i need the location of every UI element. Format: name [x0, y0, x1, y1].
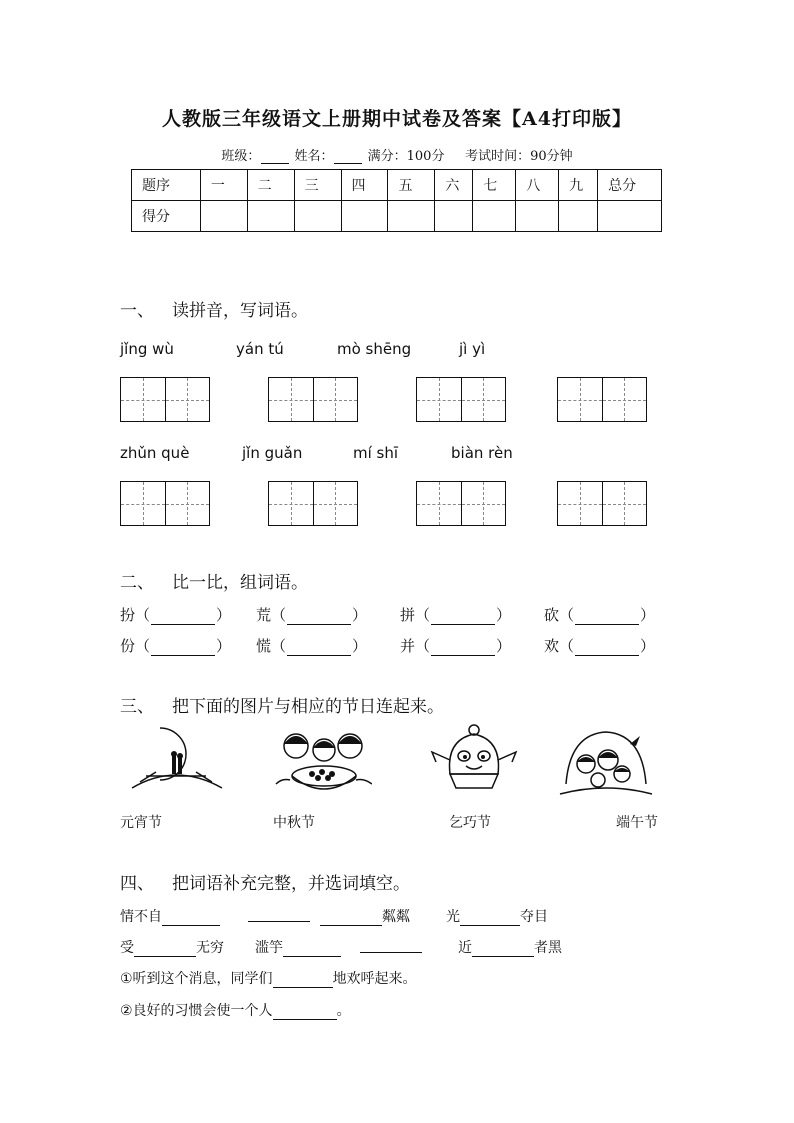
answer-line[interactable] [431, 641, 495, 656]
header-cell: 九 [559, 170, 598, 201]
compare-item: 砍（ ） [544, 606, 656, 624]
fill-blank[interactable] [248, 907, 310, 922]
writing-grid[interactable] [268, 481, 358, 526]
score-cell[interactable] [516, 201, 559, 232]
header-cell: 五 [388, 170, 435, 201]
score-table [131, 169, 662, 232]
header-cell: 总分 [598, 170, 662, 201]
section2-title: 比一比，组词语。 [172, 573, 308, 593]
pinyin: jǐn guǎn [242, 444, 303, 462]
fill-blank[interactable] [472, 942, 534, 957]
answer-line[interactable] [575, 641, 639, 656]
fill-blank[interactable] [273, 973, 333, 988]
section3-heading [120, 692, 444, 717]
class-label: 班级： [221, 149, 261, 164]
idiom-item: 近 者黑 [458, 940, 562, 956]
writing-grid[interactable] [557, 481, 647, 526]
fill-blank[interactable] [283, 942, 341, 957]
section4-number: 四、 [120, 874, 154, 894]
pinyin: yán tú [236, 340, 284, 358]
pinyin: biàn rèn [451, 444, 513, 462]
pinyin: mí shī [353, 444, 399, 462]
writing-grid[interactable] [416, 377, 506, 422]
idiom-item: 情不自 [120, 906, 220, 926]
score-cell[interactable] [435, 201, 473, 232]
family-moon-picture[interactable] [556, 724, 656, 798]
moon-bridge-picture[interactable] [126, 722, 226, 794]
class-blank[interactable] [261, 150, 289, 164]
idiom-item: 受 无穷 [120, 940, 224, 956]
section4-title: 把词语补充完整，并选词填空。 [172, 874, 410, 894]
fill-blank[interactable] [360, 938, 422, 953]
section3-number: 三、 [120, 697, 154, 717]
fill-blank[interactable] [162, 911, 220, 926]
answer-line[interactable] [151, 610, 215, 625]
writing-grid[interactable] [416, 481, 506, 526]
fill-blank[interactable] [134, 942, 196, 957]
section2-heading [120, 568, 308, 593]
header-cell: 二 [247, 170, 294, 201]
answer-line[interactable] [575, 610, 639, 625]
header-cell: 八 [516, 170, 559, 201]
compare-item: 荒（ ） [256, 606, 368, 624]
idiom-item: 光 夺目 [446, 909, 548, 925]
idiom-item: 滥竽 [255, 937, 341, 957]
festival-label[interactable]: 中秋节 [273, 815, 315, 831]
idiom-item [248, 906, 310, 922]
answer-line[interactable] [287, 610, 351, 625]
score-row [132, 201, 662, 232]
section1-heading [120, 296, 308, 321]
answer-line[interactable] [431, 610, 495, 625]
pinyin: zhǔn què [120, 444, 190, 462]
score-cell[interactable] [200, 201, 247, 232]
header-cell: 题序 [132, 170, 201, 201]
festival-label[interactable]: 元宵节 [120, 815, 162, 831]
compare-item: 扮（ ） [120, 606, 232, 624]
name-blank[interactable] [334, 150, 362, 164]
header-cell: 七 [473, 170, 516, 201]
page-title: 人教版三年级语文上册期中试卷及答案【A4打印版】 [162, 108, 632, 130]
header-cell: 六 [435, 170, 473, 201]
fill-blank[interactable] [460, 911, 520, 926]
full-score: 满分：100分 [367, 149, 445, 164]
section3-title: 把下面的图片与相应的节日连起来。 [172, 697, 444, 717]
idiom-item: 粼粼 [320, 906, 410, 926]
exam-time: 考试时间：90分钟 [465, 149, 573, 164]
score-cell[interactable] [341, 201, 388, 232]
section1-title: 读拼音，写词语。 [172, 301, 308, 321]
idiom-item [360, 937, 422, 953]
score-cell[interactable] [388, 201, 435, 232]
score-cell[interactable] [559, 201, 598, 232]
compare-item: 并（ ） [400, 637, 512, 655]
writing-grid[interactable] [120, 481, 210, 526]
writing-grid[interactable] [268, 377, 358, 422]
header-cell: 一 [200, 170, 247, 201]
festival-label[interactable]: 端午节 [616, 815, 658, 831]
score-cell[interactable] [247, 201, 294, 232]
writing-grid[interactable] [120, 377, 210, 422]
fill-blank[interactable] [320, 911, 382, 926]
pinyin: jì yì [459, 340, 486, 358]
score-header-row [132, 170, 662, 201]
family-dinner-picture[interactable] [272, 728, 372, 800]
sentence-q2: ②良好的习惯会使一个人 。 [120, 1003, 351, 1019]
writing-grid[interactable] [557, 377, 647, 422]
exam-info [0, 145, 794, 164]
zongzi-picture[interactable] [428, 722, 520, 794]
compare-item: 欢（ ） [544, 637, 656, 655]
score-row-label: 得分 [132, 201, 201, 232]
compare-item: 慌（ ） [256, 637, 368, 655]
header-cell: 三 [294, 170, 341, 201]
section2-number: 二、 [120, 573, 154, 593]
section1-number: 一、 [120, 301, 154, 321]
section4-heading [120, 869, 410, 894]
pinyin: jǐng wù [120, 340, 174, 358]
header-cell: 四 [341, 170, 388, 201]
score-cell[interactable] [294, 201, 341, 232]
compare-item: 份（ ） [120, 637, 232, 655]
score-cell[interactable] [473, 201, 516, 232]
fill-blank[interactable] [273, 1005, 337, 1020]
score-cell[interactable] [598, 201, 662, 232]
compare-item: 拼（ ） [400, 606, 512, 624]
pinyin: mò shēng [337, 340, 412, 358]
name-label: 姓名： [294, 149, 334, 164]
answer-line[interactable] [151, 641, 215, 656]
answer-line[interactable] [287, 641, 351, 656]
festival-label[interactable]: 乞巧节 [449, 815, 491, 831]
sentence-q1: ①听到这个消息，同学们 地欢呼起来。 [120, 971, 417, 987]
